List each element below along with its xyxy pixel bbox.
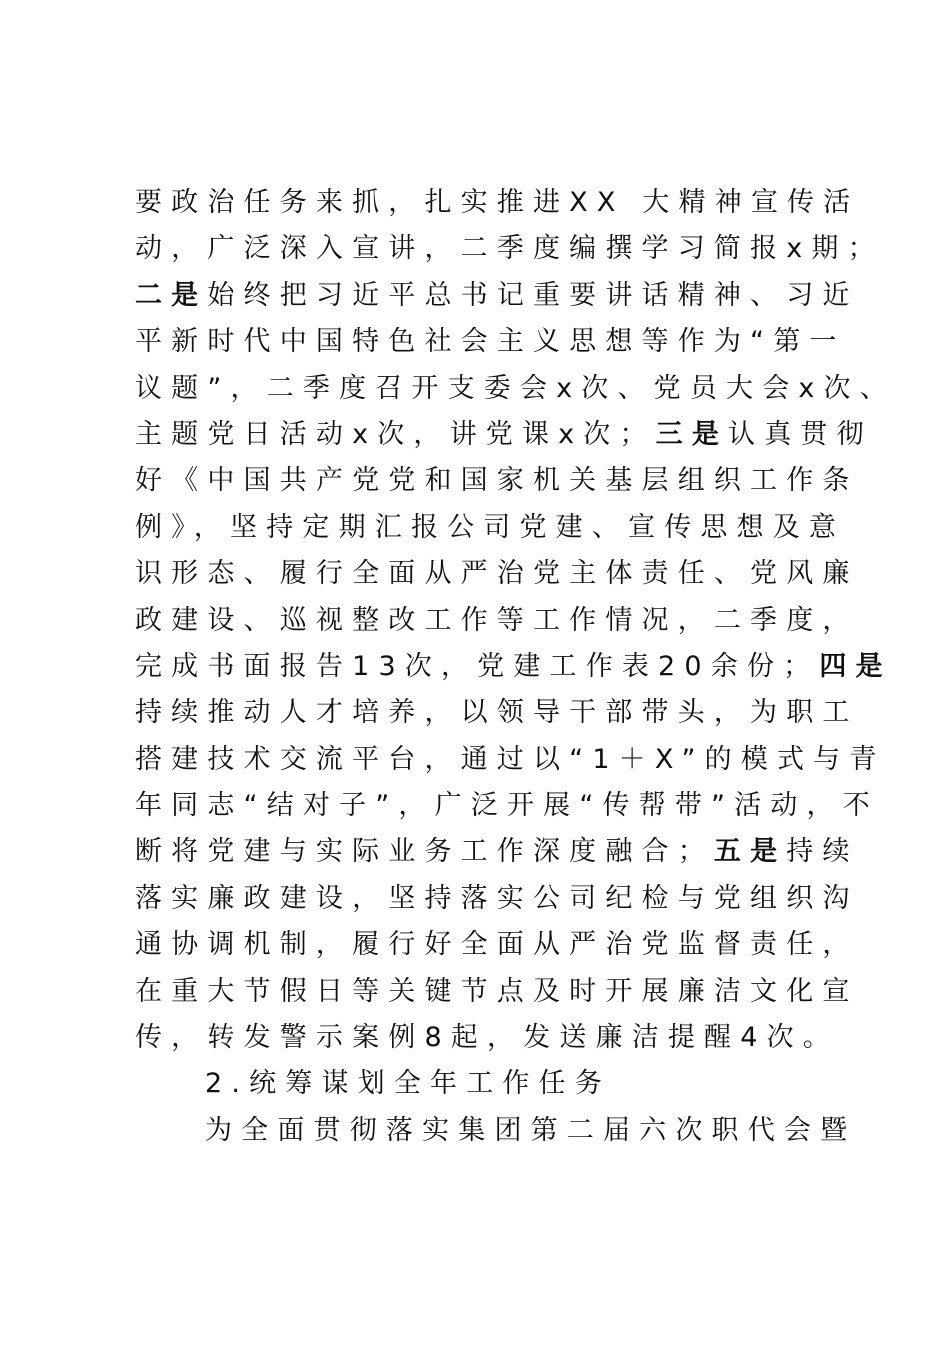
text-line-14: 年同志“结对子”，广泛开展“传帮带”活动，不 (135, 790, 879, 822)
section-heading: 2.统筹谋划全年工作任务 (205, 1068, 611, 1100)
bold-marker: 四是 (819, 650, 892, 682)
bold-marker: 二是 (135, 279, 208, 311)
text-line-4: 平新时代中国特色社会主义思想等作为“第一 (135, 326, 846, 358)
text-line-12: 持续推动人才培养，以领导干部带头，为职工 (135, 697, 859, 729)
text-line-1: 要政治任务来抓，扎实推进XX 大精神宣传活 (135, 187, 860, 218)
text-line-11: 完成书面报告13次，党建工作表20余份；四是 (135, 650, 892, 682)
text-line-6: 主题党日活动x次，讲党课x次；三是认真贯彻 (135, 418, 873, 450)
paragraph-start-line: 为全面贯彻落实集团第二届六次职代会暨 (205, 1114, 857, 1146)
text-line-3: 二是始终把习近平总书记重要讲话精神、习近 (135, 279, 859, 311)
text-line-17: 通协调机制，履行好全面从严治党监督责任， (135, 929, 859, 961)
text-line-10: 政建设、巡视整改工作等工作情况，二季度， (135, 604, 859, 636)
text-line-15: 断将党建与实际业务工作深度融合；五是持续 (135, 836, 859, 868)
text-line-13: 搭建技术交流平台，通过以“1＋X”的模式与青 (135, 743, 886, 775)
bold-marker: 三是 (655, 418, 729, 450)
text-line-2: 动，广泛深入宣讲，二季度编撰学习简报x期； (135, 233, 884, 265)
text-line-9: 识形态、履行全面从严治党主体责任、党风廉 (135, 558, 859, 590)
text-line-8: 例》，坚持定期汇报公司党建、宣传思想及意 (135, 511, 846, 543)
document-body (135, 180, 896, 1154)
text-line-19: 传，转发警示案例8起，发送廉洁提醒4次。 (135, 1022, 839, 1054)
text-line-16: 落实廉政建设，坚持落实公司纪检与党组织沟 (135, 882, 859, 914)
text-line-5: 议题”，二季度召开支委会x次、党员大会x次、 (135, 372, 896, 404)
text-line-7: 好《中国共产党党和国家机关基层组织工作条 (135, 465, 859, 497)
bold-marker: 五是 (713, 836, 787, 868)
text-line-18: 在重大节假日等关键节点及时开展廉洁文化宣 (135, 975, 859, 1007)
